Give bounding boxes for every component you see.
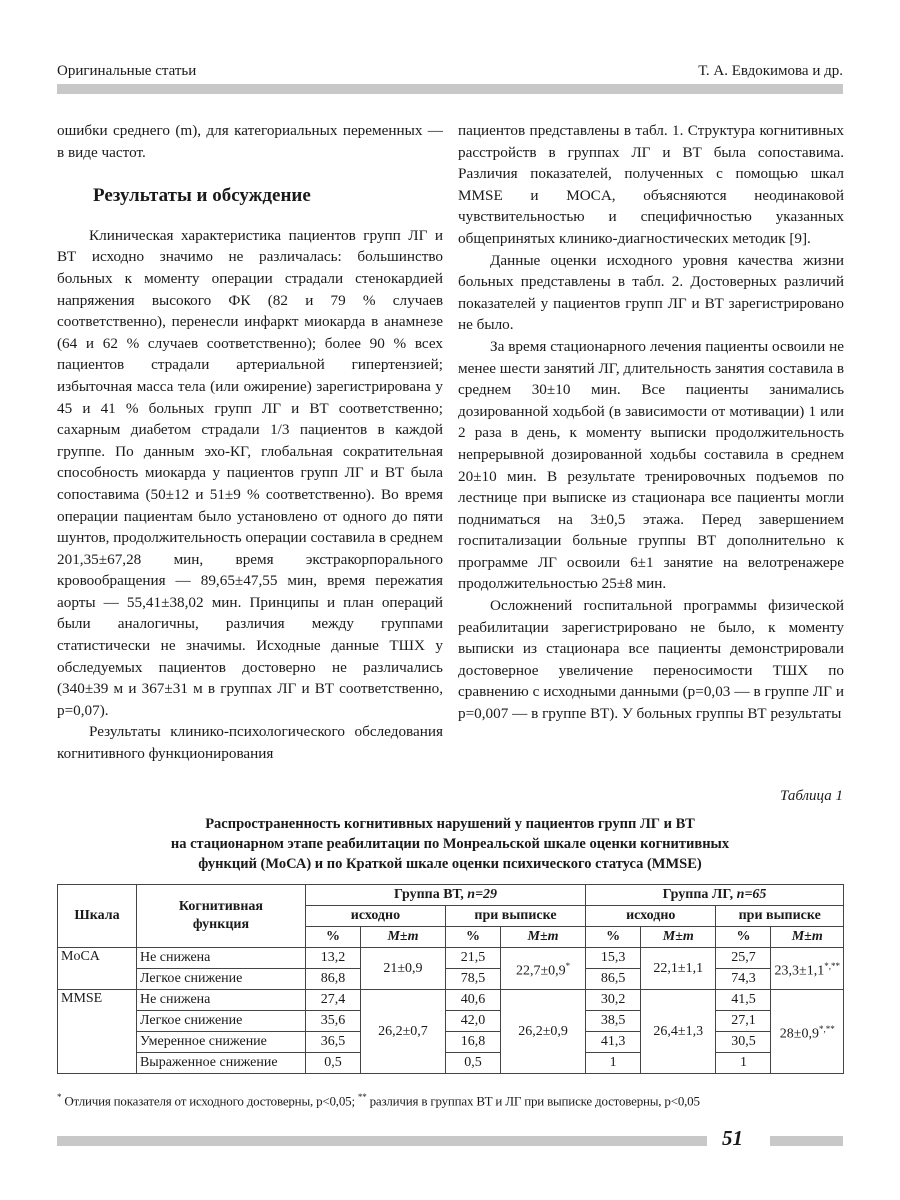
mean-cell: 23,3±1,1*,**	[771, 948, 844, 990]
value-cell: 1	[716, 1053, 771, 1074]
paragraph: Результаты клинико-психологического обследования когнитивного функционирования	[57, 723, 443, 763]
value-cell: 21,5	[445, 948, 500, 969]
value-cell: 42,0	[445, 1011, 500, 1032]
value-cell: 40,6	[445, 990, 500, 1011]
paragraph: За время стационарного лечения пациенты освоили не менее шести занятий ЛГ, длительность занятия составила в среднем 30±10 мин. Все пациенты занимались дозированной ходьбой (в зависимости от мотивации) 1 или 2 раза в день, к моменту выписки продолжительность непрерывной дозированной ходьбы составила в среднем 20±10 мин. В результате тренировочных подъемов по лестнице при выписке из стационара все пациенты могли подниматься на 3±0,5 этажа. Перед завершением госпитализации больные группы ВТ дополнительно к программе ЛГ освоили 6±1 занятие на велотренажере продолжительностью 25±8 мин.	[458, 337, 844, 593]
table-label: Таблица 1	[780, 788, 843, 804]
header-mean: M±m	[361, 927, 446, 948]
value-cell: 41,3	[586, 1032, 641, 1053]
value-cell: 0,5	[305, 1053, 360, 1074]
header-pct: %	[445, 927, 500, 948]
paragraph: Данные оценки исходного уровня качества жизни больных представлены в табл. 2. Достоверных различий показателей у пациентов групп ЛГ и ВТ зарегистрировано не было.	[458, 251, 844, 334]
paragraph: пациентов представлены в табл. 1. Структура когнитивных расстройств в группах ЛГ и ВТ была сопоставима. Различия показателей, полученных с помощью шкал MMSE и MOCA, объясняются неодинаковой чувствительностью и специфичностью указанных общепринятых клинико-диагностических методик [9].	[458, 122, 844, 247]
paragraph: Клиническая характеристика пациентов групп ЛГ и ВТ исходно значимо не различалась: большинство больных к моменту операции страдали стенокардией напряжения высокого ФК (82 и 79 % случаев соответственно), перенесли инфаркт миокарда в анамнезе (64 и 62 % случаев соответственно); более 90 % всех пациентов страдали артериальной гипертензией; избыточная масса тела (или ожирение) зарегистрирована у 45 и 41 % больных групп ЛГ и ВТ соответственно; сахарным диабетом страдали 1/3 пациентов в каждой группе. По данным эхо-КГ, глобальная сократительная способность миокарда у пациентов групп ЛГ и ВТ была сопоставима (50±12 и 51±9 % соответственно). Во время операции пациентам было установлено от одного до пяти шунтов, продолжительность операции составила в среднем 201,35±67,28 мин, время экстракорпорального кровообращения — 89,65±47,55 мин, время пережатия аорты — 55,41±38,02 мин. Принципы и план операций были аналогичны, различия между группами статистически не значимы. Исходные данные ТШХ у обследуемых пациентов достоверно не различались (340±39 м и 367±31 м в группах ЛГ и ВТ соответственно, p=0,07).	[57, 226, 443, 719]
table-row	[58, 1011, 844, 1032]
value-cell: 25,7	[716, 948, 771, 969]
header-mean: M±m	[641, 927, 716, 948]
value-cell: 13,2	[305, 948, 360, 969]
value-cell: 86,5	[586, 969, 641, 990]
table-title-line: функций (МоСА) и по Краткой шкале оценки психического статуса (MMSE)	[198, 856, 702, 872]
header-rule	[57, 84, 843, 94]
mean-cell: 26,2±0,9	[501, 990, 586, 1074]
header-baseline: исходно	[305, 906, 445, 927]
header-pct: %	[305, 927, 360, 948]
results-table	[57, 884, 844, 1074]
table-row	[58, 1032, 844, 1053]
running-header-authors: Т. А. Евдокимова и др.	[698, 63, 843, 79]
page-number: 51	[722, 1126, 743, 1150]
mean-cell: 21±0,9	[361, 948, 446, 990]
mean-cell: 26,4±1,3	[641, 990, 716, 1074]
value-cell: 78,5	[445, 969, 500, 990]
function-cell: Выраженное снижение	[136, 1053, 305, 1074]
function-cell: Умеренное снижение	[136, 1032, 305, 1053]
mean-cell: 28±0,9*,**	[771, 990, 844, 1074]
value-cell: 30,2	[586, 990, 641, 1011]
mean-cell: 22,1±1,1	[641, 948, 716, 990]
header-baseline: исходно	[586, 906, 716, 927]
table-row	[58, 990, 844, 1011]
section-heading: Результаты и обсуждение	[93, 185, 311, 207]
function-cell: Не снижена	[136, 990, 305, 1011]
value-cell: 41,5	[716, 990, 771, 1011]
function-cell: Легкое снижение	[136, 1011, 305, 1032]
header-discharge: при выписке	[716, 906, 844, 927]
mean-cell: 22,7±0,9*	[501, 948, 586, 990]
right-column	[458, 120, 844, 725]
header-mean: M±m	[771, 927, 844, 948]
paragraph: ошибки среднего (m), для категориальных переменных — в виде частот.	[57, 122, 443, 161]
scale-cell: MoCA	[58, 948, 137, 990]
mean-cell: 26,2±0,7	[361, 990, 446, 1074]
table-row	[58, 948, 844, 969]
value-cell: 30,5	[716, 1032, 771, 1053]
table-footnote: * Отличия показателя от исходного достоверны, p<0,05; ** различия в группах ВТ и ЛГ при выписке достоверны, p<0,05	[57, 1092, 700, 1109]
table-title	[57, 814, 843, 874]
header-pct: %	[586, 927, 641, 948]
value-cell: 15,3	[586, 948, 641, 969]
value-cell: 38,5	[586, 1011, 641, 1032]
value-cell: 16,8	[445, 1032, 500, 1053]
value-cell: 86,8	[305, 969, 360, 990]
header-group-vt: Группа ВТ, n=29	[305, 885, 585, 906]
value-cell: 35,6	[305, 1011, 360, 1032]
running-header-section: Оригинальные статьи	[57, 63, 197, 79]
value-cell: 0,5	[445, 1053, 500, 1074]
paragraph: Осложнений госпитальной программы физической реабилитации зарегистрировано не было, к моменту выписки из стационара все пациенты демонстрировали достоверное увеличение переносимости ТШХ по сравнению с исходными данными (p=0,03 — в группе ЛГ и p=0,007 — в группе ВТ). У больных группы ВТ результаты	[458, 597, 844, 723]
value-cell: 1	[586, 1053, 641, 1074]
header-mean: M±m	[501, 927, 586, 948]
table-row	[58, 1053, 844, 1074]
scale-cell: MMSE	[58, 990, 137, 1074]
value-cell: 27,1	[716, 1011, 771, 1032]
table-row	[58, 969, 844, 990]
table-title-line: Распространенность когнитивных нарушений у пациентов групп ЛГ и ВТ	[205, 816, 695, 832]
table-title-line: на стационарном этапе реабилитации по Монреальской шкале оценки когнитивных	[170, 836, 730, 852]
header-scale: Шкала	[58, 885, 137, 948]
footer-rule	[57, 1136, 707, 1146]
header-group-lg: Группа ЛГ, n=65	[586, 885, 844, 906]
left-column	[57, 120, 443, 765]
function-cell: Легкое снижение	[136, 969, 305, 990]
header-pct: %	[716, 927, 771, 948]
footer-rule-right	[770, 1136, 843, 1146]
function-cell: Не снижена	[136, 948, 305, 969]
header-function: Когнитивная функция	[136, 885, 305, 948]
value-cell: 27,4	[305, 990, 360, 1011]
header-discharge: при выписке	[445, 906, 585, 927]
value-cell: 74,3	[716, 969, 771, 990]
value-cell: 36,5	[305, 1032, 360, 1053]
